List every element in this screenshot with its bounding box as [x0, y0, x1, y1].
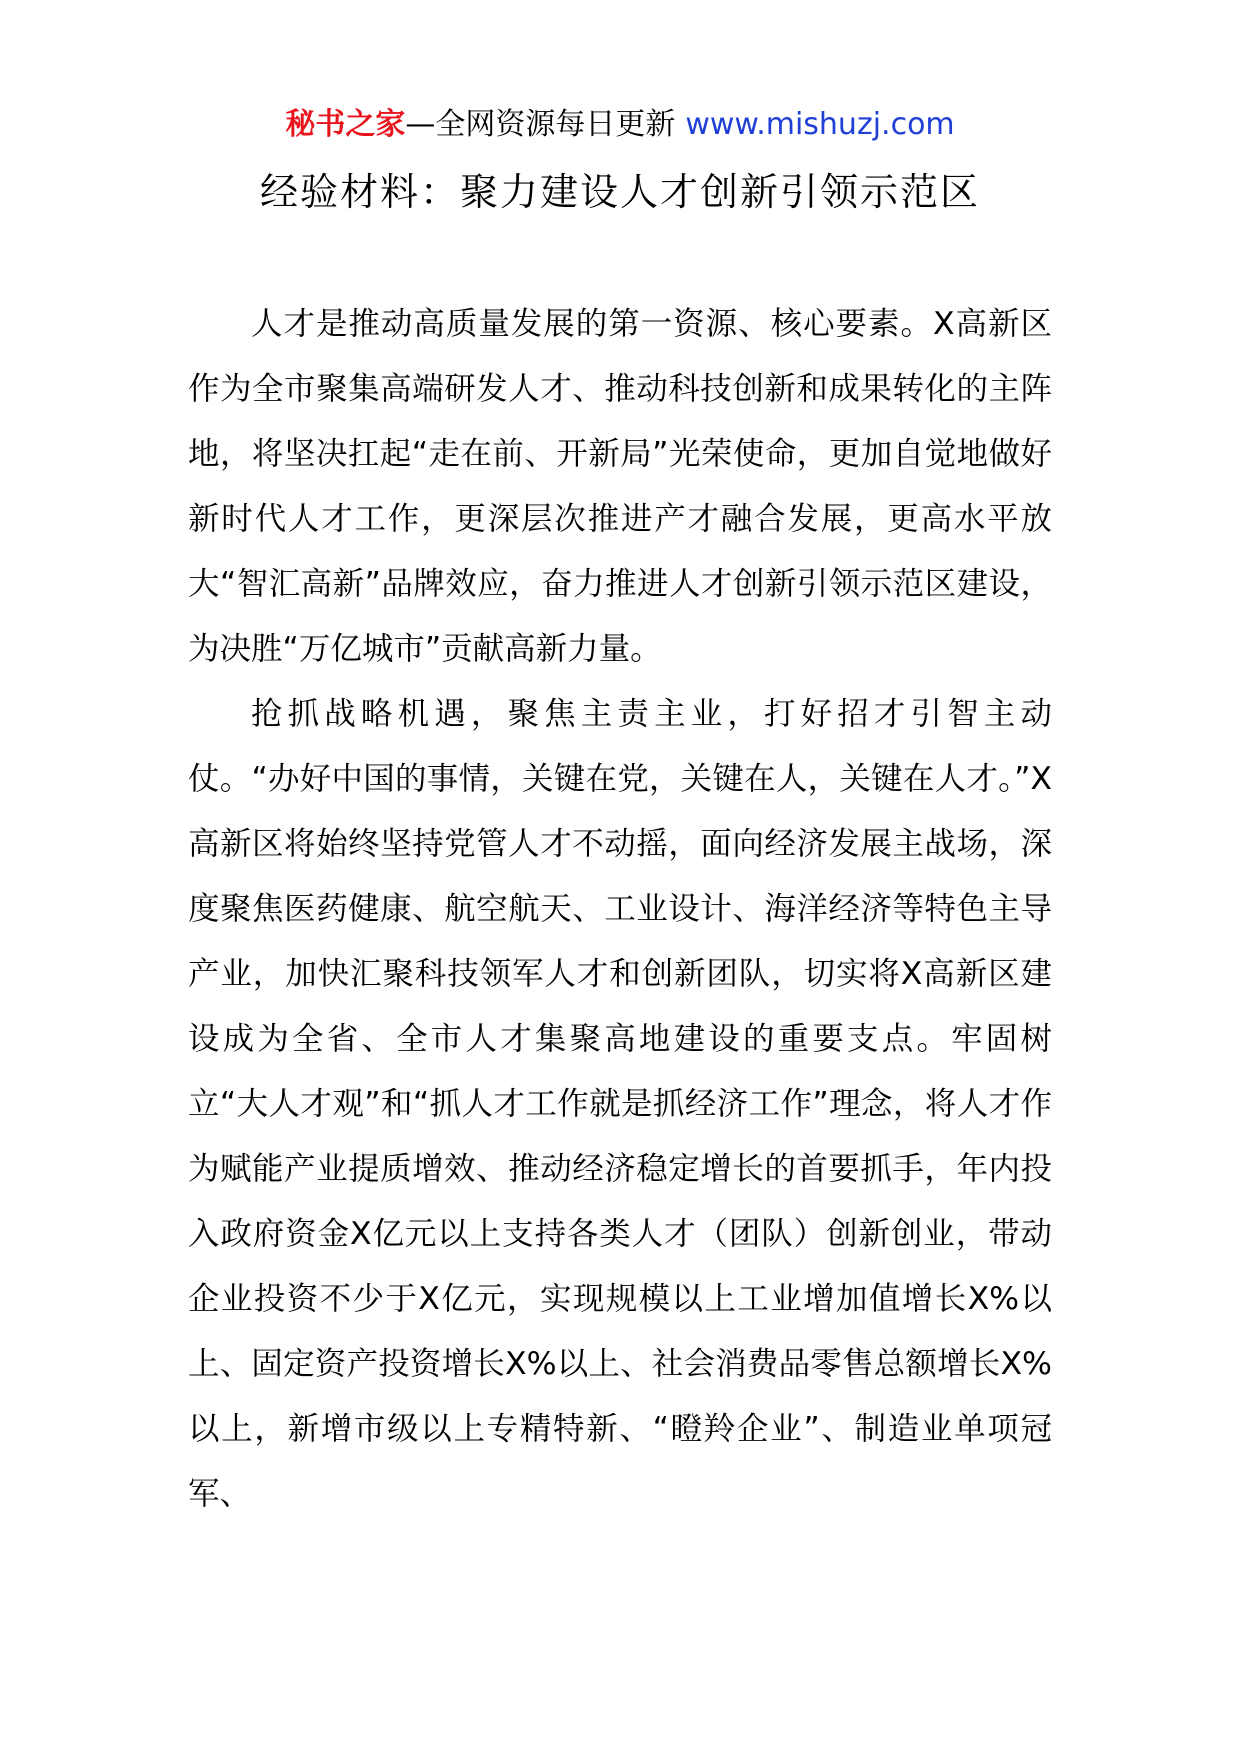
document-title: 经验材料：聚力建设人才创新引领示范区	[259, 170, 980, 214]
brand-name: 秘书之家	[285, 107, 406, 142]
paragraph-strategy: 抢抓战略机遇，聚焦主责主业，打好招才引智主动仗。“办好中国的事情，关键在党，关键在人，关键在人才。”X高新区将始终坚持党管人才不动摇，面向经济发展主战场，深度聚焦医药健康、航空航天、工业设计、海洋经济等特色主导产业，加快汇聚科技领军人才和创新团队，切实将X高新区建设成为全省、全市人才集聚高地建设的重要支点。牢固树立“大人才观”和“抓人才工作就是抓经济工作”理念，将人才作为赋能产业提质增效、推动经济稳定增长的首要抓手，年内投入政府资金X亿元以上支持各类人才（团队）创新创业，带动企业投资不少于X亿元，实现规模以上工业增加值增长X%以上、固定资产投资增长X%以上、社会消费品零售总额增长X%以上，新增市级以上专精特新、“瞪羚企业”、制造业单项冠军、	[188, 696, 1052, 1512]
banner-dash: —	[405, 107, 436, 142]
banner-tagline: 全网资源每日更新	[435, 107, 676, 142]
site-url-link[interactable]: www.mishuzj.com	[685, 107, 955, 142]
paragraph-intro: 人才是推动高质量发展的第一资源、核心要素。X高新区作为全市聚集高端研发人才、推动科技创新和成果转化的主阵地，将坚决扛起“走在前、开新局”光荣使命，更加自觉地做好新时代人才工作，更深层次推进产才融合发展，更高水平放大“智汇高新”品牌效应，奋力推进人才创新引领示范区建设，为决胜“万亿城市”贡献高新力量。	[188, 306, 1052, 667]
document-body	[188, 292, 1052, 1527]
site-banner	[0, 100, 1240, 150]
